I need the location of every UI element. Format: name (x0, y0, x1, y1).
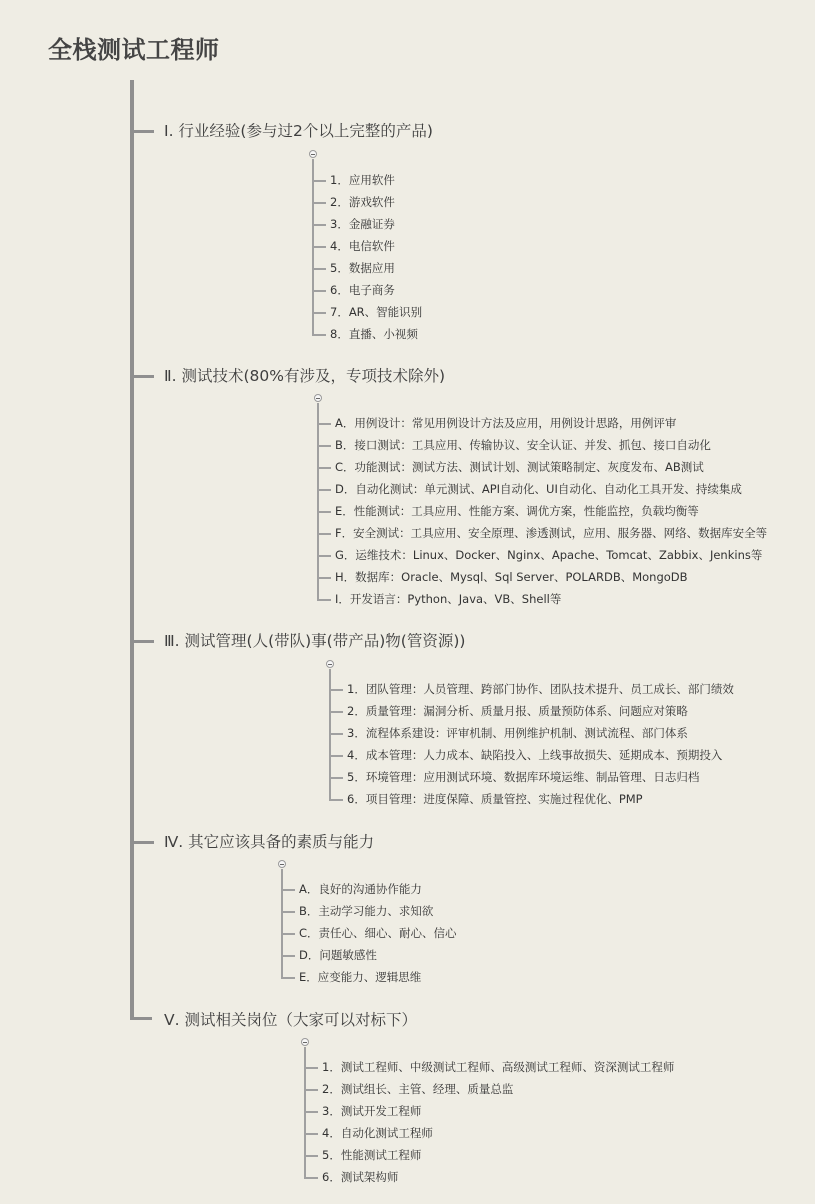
list-item-label: E．性能测试：工具应用、性能方案、调优方案，性能监控，负载均衡等 (335, 504, 699, 518)
list-item-label: 4．自动化测试工程师 (322, 1126, 433, 1140)
collapse-icon[interactable] (301, 1038, 309, 1046)
leaf-connector (312, 290, 326, 292)
list-item-label: C．责任心、细心、耐心、信心 (299, 926, 457, 940)
leaf-connector (317, 467, 331, 469)
list-item-label: 7．AR、智能识别 (330, 305, 423, 319)
collapse-icon[interactable] (326, 660, 334, 668)
leaf-connector (329, 711, 343, 713)
leaf-connector (317, 445, 331, 447)
list-item-label: 6．测试架构师 (322, 1170, 399, 1184)
leaf-connector (329, 689, 343, 691)
list-item-label: 3．测试开发工程师 (322, 1104, 422, 1118)
list-item-label: H．数据库：Oracle、Mysql、Sql Server、POLARDB、MongoDB (335, 570, 688, 584)
list-item-label: I．开发语言：Python、Java、VB、Shell等 (335, 592, 562, 606)
list-item-label: G．运维技术：Linux、Docker、Nginx、Apache、Tomcat、Zabbix、Jenkins等 (335, 548, 763, 562)
leaf-connector (317, 489, 331, 491)
list-item-label: 3．流程体系建设：评审机制、用例维护机制、测试流程、部门体系 (347, 726, 688, 740)
leaf-connector (304, 1089, 318, 1091)
branch-label: Ⅰ. 行业经验(参与过2个以上完整的产品) (164, 122, 433, 140)
branch-label: Ⅱ. 测试技术(80%有涉及，专项技术除外) (164, 367, 446, 385)
list-item-label: 1．团队管理：人员管理、跨部门协作、团队技术提升、员工成长、部门绩效 (347, 682, 734, 696)
mindmap-title: 全栈测试工程师 (48, 36, 220, 64)
leaf-connector (281, 955, 295, 957)
list-item-label: 6．电子商务 (330, 283, 395, 297)
leaf-connector (304, 1177, 318, 1179)
leaf-connector (317, 599, 331, 601)
list-item-label: B．主动学习能力、求知欲 (299, 904, 434, 918)
list-item-label: 8．直播、小视频 (330, 327, 418, 341)
list-item-label: A．良好的沟通协作能力 (299, 882, 422, 896)
list-item-label: 4．成本管理：人力成本、缺陷投入、上线事故损失、延期成本、预期投入 (347, 748, 723, 762)
leaf-connector (281, 977, 295, 979)
list-item-label: F．安全测试：工具应用、安全原理、渗透测试，应用、服务器、网络、数据库安全等 (335, 526, 768, 540)
leaf-connector (317, 511, 331, 513)
leaf-connector (317, 423, 331, 425)
collapse-icon[interactable] (278, 860, 286, 868)
list-item-label: 2．测试组长、主管、经理、质量总监 (322, 1082, 514, 1096)
leaf-connector (281, 933, 295, 935)
leaf-connector (281, 911, 295, 913)
collapse-icon[interactable] (314, 394, 322, 402)
collapse-icon[interactable] (309, 150, 317, 158)
list-item-label: A．用例设计：常见用例设计方法及应用，用例设计思路，用例评审 (335, 416, 677, 430)
list-item-label: 5．性能测试工程师 (322, 1148, 422, 1162)
main-connector-line (130, 80, 134, 1020)
leaf-connector (304, 1111, 318, 1113)
main-connector-elbow (130, 994, 152, 1020)
leaf-connector (312, 224, 326, 226)
list-item-label: D．问题敏感性 (299, 948, 377, 962)
leaf-connector (329, 799, 343, 801)
list-item-label: 4．电信软件 (330, 239, 395, 253)
leaf-connector (329, 755, 343, 757)
leaf-connector (304, 1067, 318, 1069)
leaf-connector (312, 246, 326, 248)
branch-label: Ⅳ. 其它应该具备的素质与能力 (164, 833, 375, 851)
leaf-connector (312, 312, 326, 314)
leaf-connector (317, 533, 331, 535)
branch-connector (130, 375, 154, 378)
list-item-label: E．应变能力、逻辑思维 (299, 970, 422, 984)
list-item-label: 2．游戏软件 (330, 195, 395, 209)
list-item-label: 5．数据应用 (330, 261, 395, 275)
leaf-connector-line (281, 869, 283, 977)
list-item-label: D．自动化测试：单元测试、API自动化、UI自动化、自动化工具开发、持续集成 (335, 482, 742, 496)
list-item-label: 3．金融证券 (330, 217, 395, 231)
list-item-label: 1．测试工程师、中级测试工程师、高级测试工程师、资深测试工程师 (322, 1060, 675, 1074)
leaf-connector (329, 777, 343, 779)
leaf-connector (312, 180, 326, 182)
list-item-label: B．接口测试：工具应用、传输协议、安全认证、并发、抓包、接口自动化 (335, 438, 711, 452)
leaf-connector (281, 889, 295, 891)
leaf-connector (304, 1155, 318, 1157)
list-item-label: 2．质量管理：漏洞分析、质量月报、质量预防体系、问题应对策略 (347, 704, 688, 718)
list-item-label: C．功能测试：测试方法、测试计划、测试策略制定、灰度发布、AB测试 (335, 460, 704, 474)
list-item-label: 5．环境管理：应用测试环境、数据库环境运维、制品管理、日志归档 (347, 770, 700, 784)
branch-label: Ⅲ. 测试管理(人(带队)事(带产品)物(管资源)) (164, 632, 466, 650)
leaf-connector (329, 733, 343, 735)
leaf-connector (312, 268, 326, 270)
list-item-label: 6．项目管理：进度保障、质量管控、实施过程优化、PMP (347, 792, 643, 806)
leaf-connector (304, 1133, 318, 1135)
leaf-connector (317, 555, 331, 557)
leaf-connector-line (317, 403, 319, 599)
branch-connector (130, 841, 154, 844)
branch-connector (130, 640, 154, 643)
branch-connector (130, 130, 154, 133)
branch-label: Ⅴ. 测试相关岗位（大家可以对标下） (164, 1011, 417, 1029)
list-item-label: 1．应用软件 (330, 173, 395, 187)
leaf-connector (312, 202, 326, 204)
leaf-connector (312, 334, 326, 336)
leaf-connector (317, 577, 331, 579)
